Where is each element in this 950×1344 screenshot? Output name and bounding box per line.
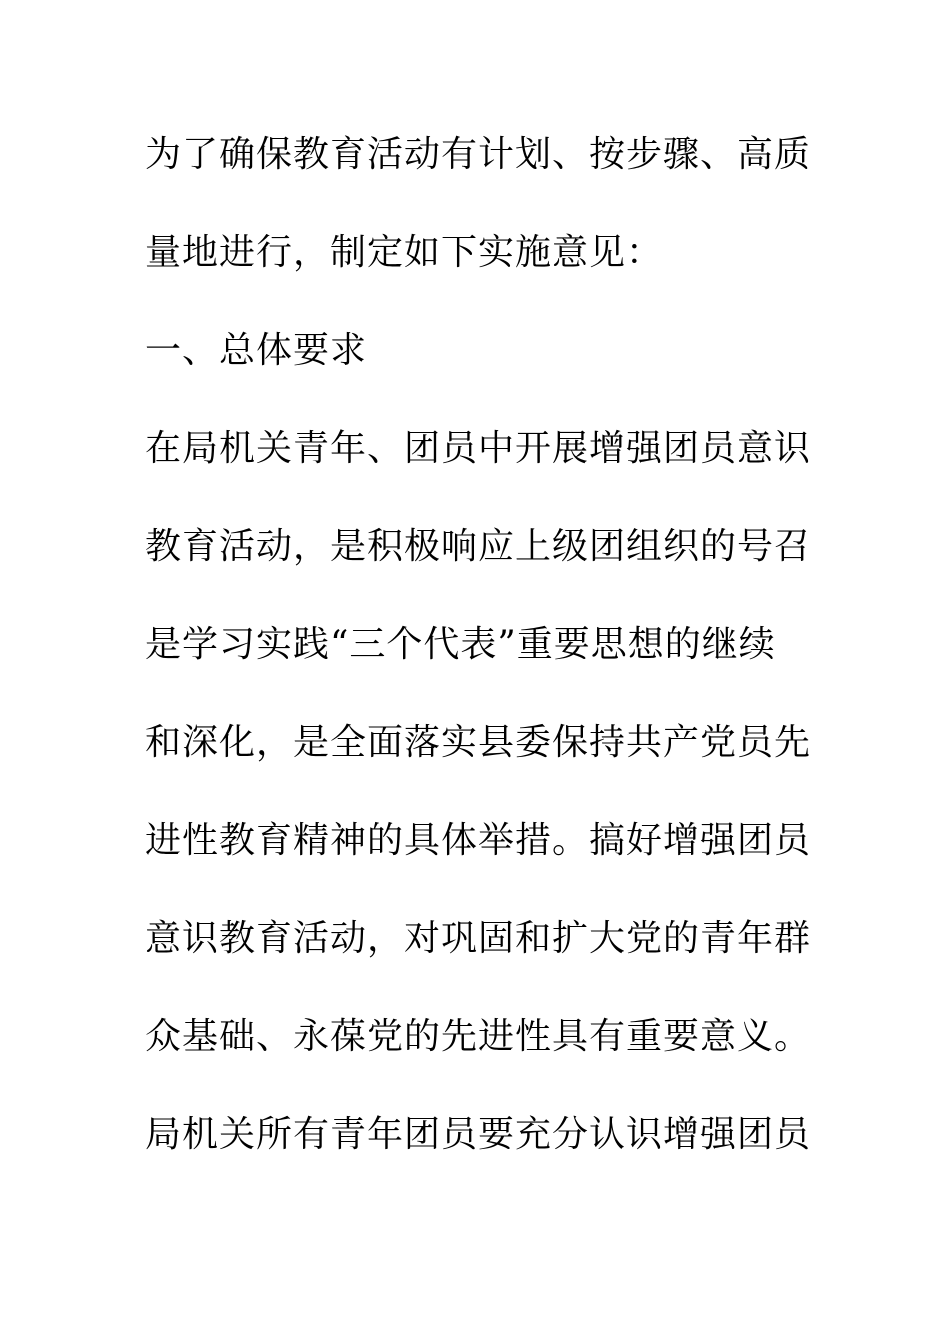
text-line-5: 教育活动，是积极响应上级团组织的号召 bbox=[145, 526, 812, 567]
text-line-11: 局机关所有青年团员要充分认识增强团员 bbox=[145, 1114, 812, 1155]
text-line-10: 众基础、永葆党的先进性具有重要意义。 bbox=[145, 1016, 812, 1057]
text-line-6: 是学习实践“三个代表”重要思想的继续 bbox=[145, 624, 776, 665]
body-text bbox=[145, 125, 825, 1203]
text-line-9: 意识教育活动，对巩固和扩大党的青年群 bbox=[145, 918, 812, 959]
text-line-1: 为了确保教育活动有计划、按步骤、高质 bbox=[145, 134, 812, 175]
text-line-8: 进性教育精神的具体举措。搞好增强团员 bbox=[145, 820, 812, 861]
section-heading: 一、总体要求 bbox=[145, 330, 368, 371]
text-line-4: 在局机关青年、团员中开展增强团员意识 bbox=[145, 428, 812, 469]
text-line-2: 量地进行，制定如下实施意见： bbox=[145, 232, 664, 273]
text-line-7: 和深化，是全面落实县委保持共产党员先 bbox=[145, 722, 812, 763]
